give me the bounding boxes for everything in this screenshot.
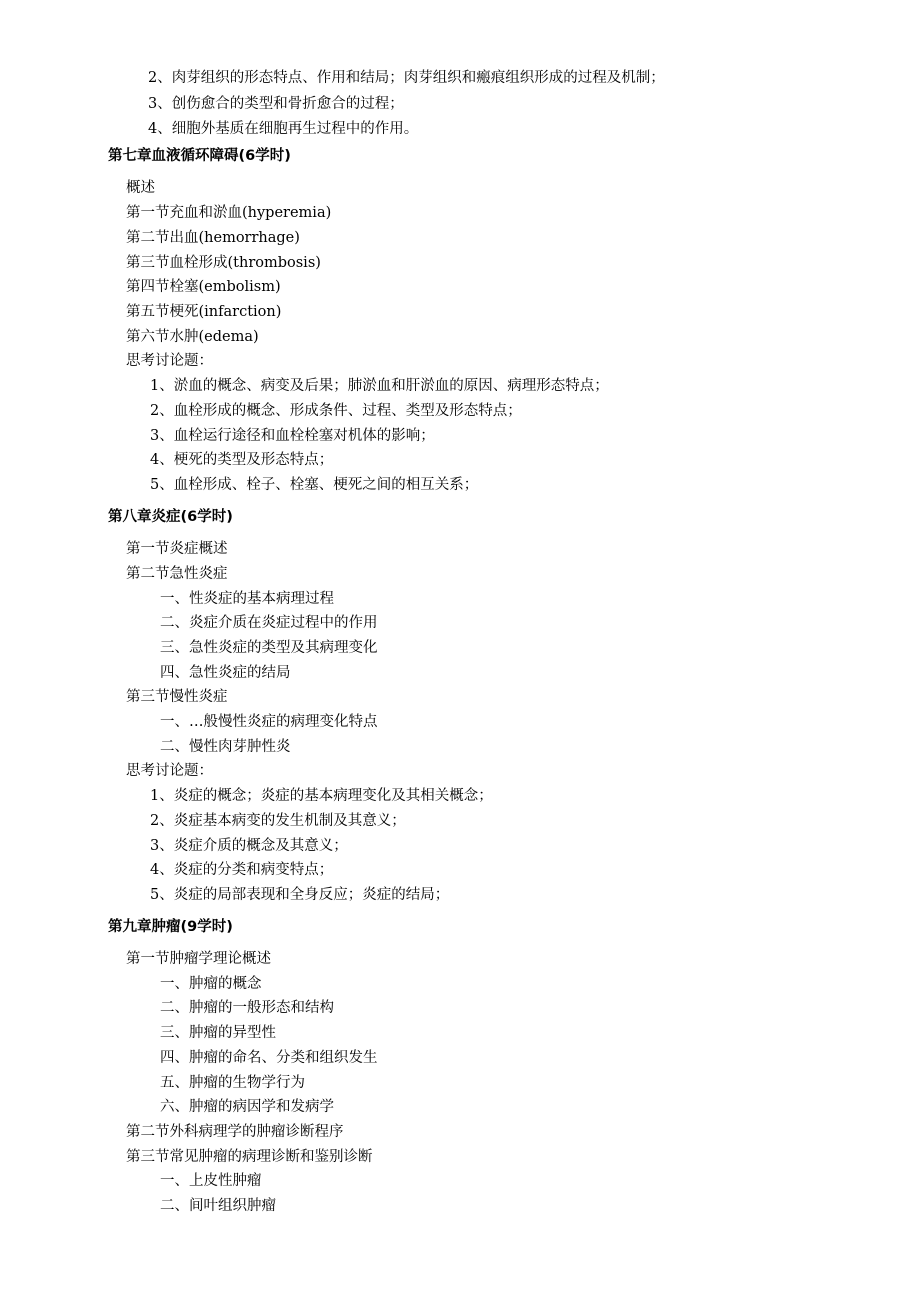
section-title: 第三节血栓形成(thrombosis) [126,255,321,271]
discussion-label: 思考讨论题： [126,353,213,369]
list-item: 2、肉芽组织的形态特点、作用和结局；肉芽组织和瘢痕组织形成的过程及机制； [148,70,665,86]
subsection-item: 二、慢性肉芽肿性炎 [160,739,291,755]
chapter-title: 第九章肿瘤(9学时) [108,919,233,935]
subsection-item: 二、炎症介质在炎症过程中的作用 [160,615,378,631]
chapter-title: 第八章炎症(6学时) [108,509,233,525]
section-title: 第三节常见肿瘤的病理诊断和鉴别诊断 [126,1149,373,1165]
subsection-item: 三、肿瘤的异型性 [160,1025,276,1041]
list-item: 3、创伤愈合的类型和骨折愈合的过程； [148,96,404,112]
section-title: 第四节栓塞(embolism) [126,279,281,295]
section-title: 概述 [126,180,155,196]
list-item: 4、细胞外基质在细胞再生过程中的作用。 [148,121,419,137]
subsection-item: 三、急性炎症的类型及其病理变化 [160,640,378,656]
section-title: 第二节外科病理学的肿瘤诊断程序 [126,1124,344,1140]
section-title: 第一节充血和淤血(hyperemia) [126,205,332,221]
subsection-item: 四、急性炎症的结局 [160,665,291,681]
section-title: 第六节水肿(edema) [126,329,259,345]
section-title: 第二节急性炎症 [126,566,228,582]
subsection-item: 一、性炎症的基本病理过程 [160,591,334,607]
section-title: 第二节出血(hemorrhage) [126,230,300,246]
subsection-item: 二、间叶组织肿瘤 [160,1198,276,1214]
subsection-item: 一、肿瘤的概念 [160,976,262,992]
discussion-question: 2、炎症基本病变的发生机制及其意义； [150,813,406,829]
subsection-item: 五、肿瘤的生物学行为 [160,1075,305,1091]
discussion-question: 5、炎症的局部表现和全身反应；炎症的结局； [150,887,450,903]
subsection-item: 六、肿瘤的病因学和发病学 [160,1099,334,1115]
discussion-question: 5、血栓形成、栓子、栓塞、梗死之间的相互关系； [150,477,479,493]
chapter-title: 第七章血液循环障碍(6学时) [108,148,291,164]
discussion-question: 4、炎症的分类和病变特点； [150,862,334,878]
subsection-item: 一、…般慢性炎症的病理变化特点 [160,714,378,730]
section-title: 第一节肿瘤学理论概述 [126,951,271,967]
discussion-question: 2、血栓形成的概念、形成条件、过程、类型及形态特点； [150,403,522,419]
section-title: 第三节慢性炎症 [126,689,228,705]
discussion-question: 1、炎症的概念；炎症的基本病理变化及其相关概念； [150,788,493,804]
discussion-question: 1、淤血的概念、病变及后果；肺淤血和肝淤血的原因、病理形态特点； [150,378,609,394]
subsection-item: 二、肿瘤的一般形态和结构 [160,1000,334,1016]
discussion-question: 4、梗死的类型及形态特点； [150,452,334,468]
section-title: 第五节梗死(infarction) [126,304,282,320]
discussion-question: 3、血栓运行途径和血栓栓塞对机体的影响； [150,428,435,444]
discussion-question: 3、炎症介质的概念及其意义； [150,838,348,854]
subsection-item: 四、肿瘤的命名、分类和组织发生 [160,1050,378,1066]
section-title: 第一节炎症概述 [126,541,228,557]
discussion-label: 思考讨论题： [126,763,213,779]
subsection-item: 一、上皮性肿瘤 [160,1173,262,1189]
